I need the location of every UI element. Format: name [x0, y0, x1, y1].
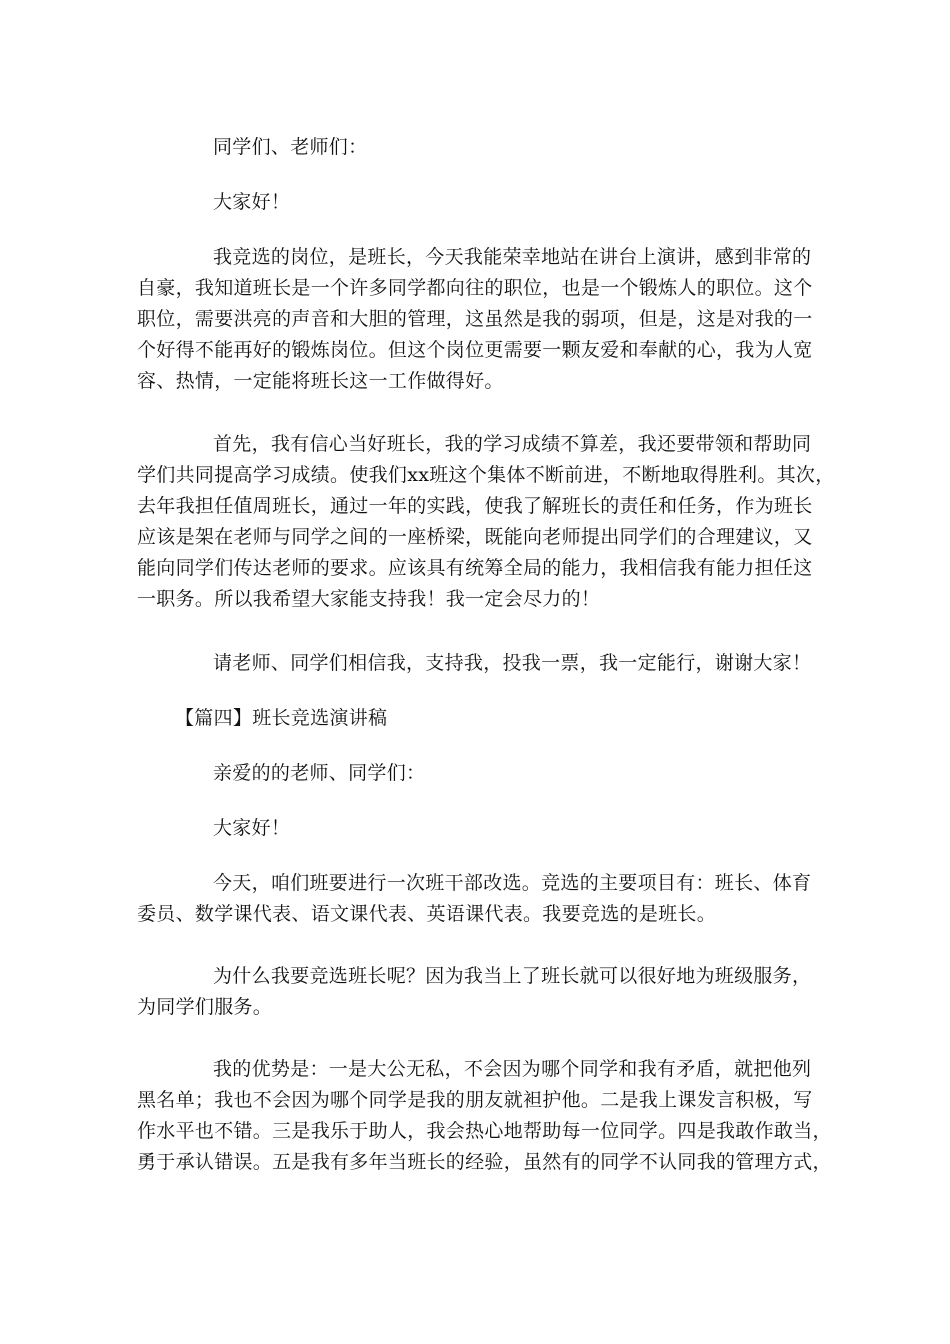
section-heading: 【篇四】班长竞选演讲稿	[175, 707, 388, 729]
paragraph-line: 容、热情，一定能将班长这一工作做得好。	[137, 370, 504, 392]
paragraph-position-intro	[137, 242, 827, 397]
paragraph-line: 首先，我有信心当好班长，我的学习成绩不算差，我还要带领和帮助同	[213, 433, 812, 455]
paragraph-line: 我竞选的岗位，是班长，今天我能荣幸地站在讲台上演讲，感到非常的	[213, 246, 812, 268]
paragraph-election-intro	[137, 868, 827, 930]
paragraph-line: 委员、数学课代表、语文课代表、英语课代表。我要竞选的是班长。	[137, 903, 717, 925]
paragraph-line: 职位，需要洪亮的声音和大胆的管理，这虽然是我的弱项，但是，这是对我的一	[137, 308, 813, 330]
greeting-hello-2: 大家好！	[213, 817, 291, 839]
greeting-hello: 大家好！	[213, 191, 291, 213]
paragraph-advantages	[137, 1054, 832, 1178]
paragraph-line: 一职务。所以我希望大家能支持我！我一定会尽力的！	[137, 588, 601, 610]
paragraph-line: 为同学们服务。	[137, 996, 273, 1018]
paragraph-line: 个好得不能再好的锻炼岗位。但这个岗位更需要一颗友爱和奉献的心，我为人宽	[137, 339, 813, 361]
paragraph-line: 自豪，我知道班长是一个许多同学都向往的职位，也是一个锻炼人的职位。这个	[137, 277, 813, 299]
paragraph-line: 勇于承认错误。五是我有多年当班长的经验，虽然有的同学不认同我的管理方式，	[137, 1151, 832, 1173]
paragraph-line: 黑名单；我也不会因为哪个同学是我的朋友就袒护他。二是我上课发言积极，写	[137, 1089, 813, 1111]
paragraph-line: 我的优势是：一是大公无私，不会因为哪个同学和我有矛盾，就把他列	[213, 1058, 812, 1080]
paragraph-vote-request: 请老师、同学们相信我，支持我，投我一票，我一定能行，谢谢大家！	[213, 652, 812, 674]
paragraph-line: 去年我担任值周班长，通过一年的实践，使我了解班长的责任和任务，作为班长	[137, 495, 813, 517]
paragraph-line: 作水平也不错。三是我乐于助人，我会热心地帮助每一位同学。四是我敢作敢当，	[137, 1120, 832, 1142]
greeting-teachers-students: 同学们、老师们：	[213, 136, 368, 158]
paragraph-line: 学们共同提高学习成绩。使我们xx班这个集体不断前进，不断地取得胜利。其次，	[137, 464, 835, 486]
paragraph-confidence	[137, 429, 835, 615]
paragraph-line: 能向同学们传达老师的要求。应该具有统筹全局的能力，我相信我有能力担任这	[137, 557, 813, 579]
paragraph-line: 为什么我要竞选班长呢？因为我当上了班长就可以很好地为班级服务，	[213, 965, 812, 987]
paragraph-why-run	[137, 961, 827, 1023]
paragraph-line: 今天，咱们班要进行一次班干部改选。竞选的主要项目有：班长、体育	[213, 872, 812, 894]
greeting-dear-teachers: 亲爱的的老师、同学们：	[213, 762, 426, 784]
paragraph-line: 应该是架在老师与同学之间的一座桥梁，既能向老师提出同学们的合理建议，又	[137, 526, 813, 548]
